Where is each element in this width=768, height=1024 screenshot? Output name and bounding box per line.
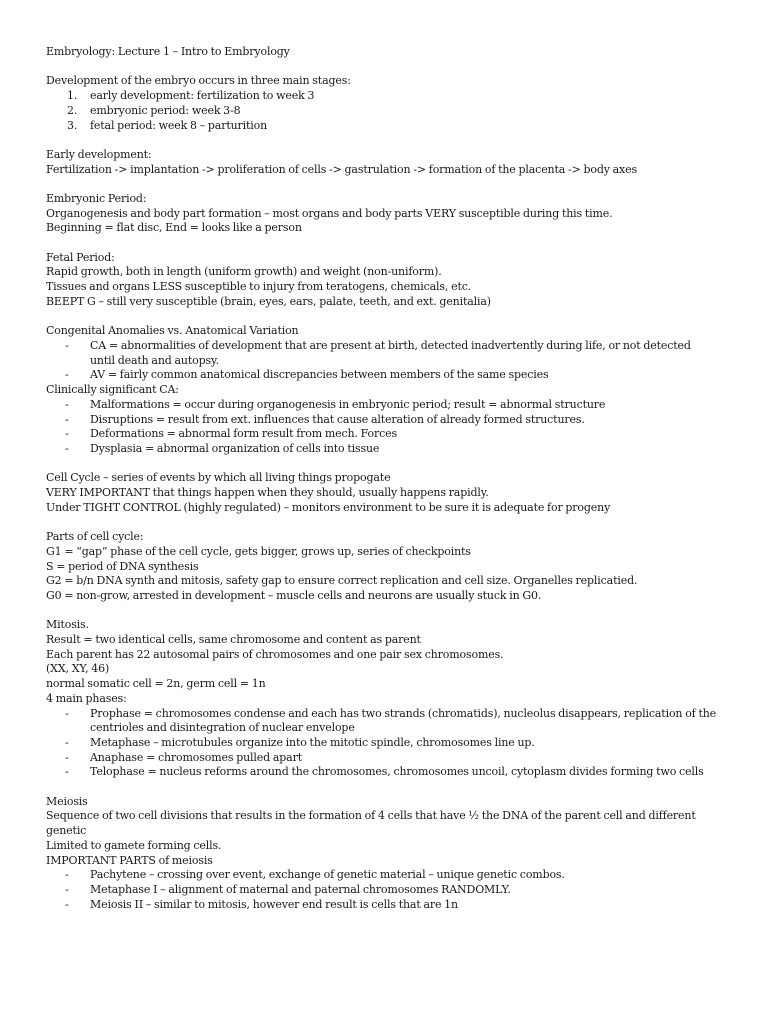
mitosis-line: (XX, XY, 46) [46, 662, 110, 676]
stage-item [46, 119, 718, 134]
list-item [46, 413, 718, 428]
list-item [46, 883, 718, 898]
list-item-text: Dysplasia = abnormal organization of cells into tissue [90, 441, 380, 455]
embryonic-heading: Embryonic Period: [46, 191, 147, 205]
list-item [46, 339, 718, 368]
stage-item [46, 104, 718, 119]
list-item-text: CA = abnormalities of development that are present at birth, detected inadvertently during life, or not detected until death and autopsy. [90, 338, 691, 367]
list-item-text: Disruptions = result from ext. influences that cause alteration of already formed structures. [90, 412, 585, 426]
parts-line-s: S = period of DNA synthesis [46, 559, 199, 573]
list-item-text: AV = fairly common anatomical discrepancies between members of the same species [90, 368, 549, 382]
list-item-text: Pachytene – crossing over event, exchange of genetic material – unique genetic combos. [90, 868, 565, 882]
list-dash: - [65, 882, 69, 896]
list-dash: - [65, 750, 69, 764]
meiosis-line: genetic [46, 824, 87, 838]
early-line: Fertilization -> implantation -> proliferation of cells -> gastrulation -> formation of the placenta -> body axes [46, 162, 637, 176]
list-dash: - [65, 441, 69, 455]
list-number: 2. [67, 103, 78, 117]
meiosis-line: IMPORTANT PARTS of meiosis [46, 853, 213, 867]
mitosis-heading: Mitosis. [46, 618, 89, 632]
spacer [46, 604, 718, 619]
early-heading: Early development: [46, 147, 152, 161]
document-title: Embryology: Lecture 1 – Intro to Embryology [46, 45, 290, 58]
clinically-significant-heading: Clinically significant CA: [46, 383, 179, 397]
list-item-text: Malformations = occur during organogenesis in embryonic period; result = abnormal structure [90, 397, 606, 411]
list-item [46, 398, 718, 413]
list-item [46, 736, 718, 751]
list-item-text: Metaphase – microtubules organize into the mitotic spindle, chromosomes line up. [90, 735, 535, 749]
list-item [46, 868, 718, 883]
list-item-text: Telophase = nucleus reforms around the chromosomes, chromosomes uncoil, cytoplasm divides forming two cells [90, 765, 704, 779]
list-dash: - [65, 368, 69, 382]
list-dash: - [65, 765, 69, 779]
list-dash: - [65, 427, 69, 441]
list-item [46, 707, 718, 736]
fetal-line: Tissues and organs LESS susceptible to injury from teratogens, chemicals, etc. [46, 280, 472, 294]
mitosis-line: normal somatic cell = 2n, germ cell = 1n [46, 677, 266, 691]
list-item [46, 427, 718, 442]
list-item [46, 751, 718, 766]
list-dash: - [65, 897, 69, 911]
mitosis-line: 4 main phases: [46, 691, 127, 705]
list-item-text: Metaphase I – alignment of maternal and paternal chromosomes RANDOMLY. [90, 882, 511, 896]
spacer [46, 457, 718, 472]
stage-item [46, 89, 718, 104]
list-number: 3. [67, 118, 78, 132]
spacer [46, 310, 718, 325]
meiosis-heading: Meiosis [46, 794, 88, 808]
list-dash: - [65, 735, 69, 749]
list-dash: - [65, 397, 69, 411]
list-item [46, 368, 718, 383]
fetal-heading: Fetal Period: [46, 250, 115, 264]
list-dash: - [65, 338, 69, 352]
list-item-text: Anaphase = chromosomes pulled apart [90, 750, 302, 764]
parts-line-g0: G0 = non-grow, arrested in development – muscle cells and neurons are usually stuck in G0. [46, 588, 542, 602]
parts-heading: Parts of cell cycle: [46, 530, 144, 544]
mitosis-line: Result = two identical cells, same chromosome and content as parent [46, 633, 421, 646]
spacer [46, 133, 718, 148]
stage-text: embryonic period: week 3-8 [90, 103, 241, 117]
meiosis-line: Sequence of two cell divisions that results in the formation of 4 cells that have ½ the DNA of the parent cell and different [46, 809, 696, 823]
document-content [46, 45, 718, 912]
parts-line-g2: G2 = b/n DNA synth and mitosis, safety gap to ensure correct replication and cell size. Organelles replicatied. [46, 574, 638, 588]
cell-cycle-line: Under TIGHT CONTROL (highly regulated) – monitors environment to be sure it is adequate for progeny [46, 500, 611, 514]
mitosis-line: Each parent has 22 autosomal pairs of chromosomes and one pair sex chromosomes. [46, 647, 504, 661]
congenital-heading: Congenital Anomalies vs. Anatomical Variation [46, 324, 299, 338]
list-dash: - [65, 868, 69, 882]
cell-cycle-line: VERY IMPORTANT that things happen when they should, usually happens rapidly. [46, 486, 489, 499]
list-dash: - [65, 412, 69, 426]
cell-cycle-line: Cell Cycle – series of events by which all living things propogate [46, 471, 391, 485]
fetal-line: Rapid growth, both in length (uniform growth) and weight (non-uniform). [46, 265, 442, 279]
parts-line-g1: G1 = “gap” phase of the cell cycle, gets bigger, grows up, series of checkpoints [46, 544, 471, 558]
spacer [46, 515, 718, 530]
list-number: 1. [67, 89, 78, 103]
embryonic-line: Organogenesis and body part formation – most organs and body parts VERY susceptible during this time. [46, 206, 613, 220]
fetal-line: BEEPT G – still very susceptible (brain, eyes, ears, palate, teeth, and ext. genitalia) [46, 294, 491, 308]
stages-intro: Development of the embryo occurs in three main stages: [46, 74, 351, 88]
list-dash: - [65, 706, 69, 720]
list-item-text: Prophase = chromosomes condense and each has two strands (chromatids), nucleolus disappears, replication of the centrioles and disintegration of nuclear envelope [90, 706, 717, 735]
spacer [46, 236, 718, 251]
list-item [46, 898, 718, 913]
spacer [46, 780, 718, 795]
list-item-text: Deformations = abnormal form result from mech. Forces [90, 427, 397, 441]
spacer [46, 177, 718, 192]
list-item [46, 442, 718, 457]
list-item [46, 765, 718, 780]
stage-text: early development: fertilization to week 3 [90, 89, 315, 103]
list-item-text: Meiosis II – similar to mitosis, however end result is cells that are 1n [90, 897, 458, 911]
embryonic-line: Beginning = flat disc, End = looks like a person [46, 221, 302, 235]
meiosis-line: Limited to gamete forming cells. [46, 838, 222, 852]
stage-text: fetal period: week 8 – parturition [90, 118, 268, 132]
spacer [46, 60, 718, 75]
